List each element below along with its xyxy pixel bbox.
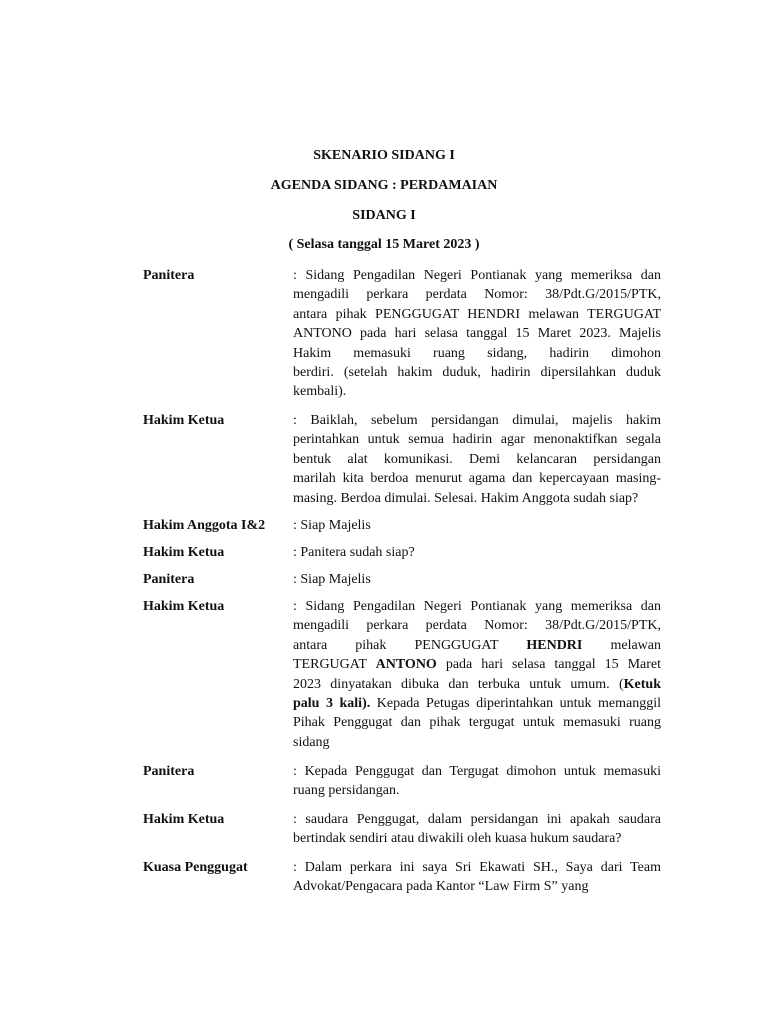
speech-line bbox=[293, 543, 661, 562]
speech-segment: Advokat/Pengacara pada Kantor “Law Firm S” yang bbox=[293, 879, 589, 895]
speaker-label: Hakim Ketua bbox=[143, 599, 225, 614]
speech-line bbox=[293, 781, 661, 800]
speech-segment: : Dalam perkara ini saya Sri Ekawati SH., Saya dari Team bbox=[293, 860, 661, 875]
speech-line bbox=[293, 655, 661, 674]
agenda-heading: AGENDA SIDANG : PERDAMAIAN bbox=[270, 178, 498, 193]
speech-line bbox=[293, 810, 661, 829]
speech-text bbox=[293, 543, 661, 562]
speech-segment: : saudara Penggugat, dalam persidangan ini apakah saudara bbox=[293, 812, 661, 827]
speech-line bbox=[293, 430, 661, 449]
speech-line bbox=[293, 411, 661, 430]
speaker-label: Panitera bbox=[143, 572, 195, 587]
speech-segment: : Panitera sudah siap? bbox=[293, 545, 415, 560]
speech-line bbox=[293, 616, 661, 635]
speech-line bbox=[293, 305, 661, 324]
speech-text bbox=[293, 266, 661, 402]
speech-line bbox=[293, 694, 661, 713]
speech-segment: : Siap Majelis bbox=[293, 518, 371, 533]
speech-segment: antara pihak PENGGUGAT bbox=[293, 637, 527, 653]
speech-segment: bentuk alat komunikasi. Demi kelancaran persidangan bbox=[293, 451, 661, 467]
session-heading: SIDANG I bbox=[352, 208, 416, 223]
speaker-label: Panitera bbox=[143, 268, 195, 283]
speech-text bbox=[293, 762, 661, 801]
speech-line bbox=[293, 324, 661, 343]
speech-text bbox=[293, 810, 661, 849]
speech-line bbox=[293, 363, 661, 382]
speech-segment: TERGUGAT bbox=[293, 657, 376, 673]
speech-segment: ANTONO pada hari selasa tanggal 15 Maret 2023. Majelis bbox=[293, 326, 661, 342]
speech-segment: melawan bbox=[582, 637, 662, 653]
speech-segment: sidang bbox=[293, 734, 330, 750]
speech-segment: : Sidang Pengadilan Negeri Pontianak yang memeriksa dan bbox=[293, 268, 661, 283]
speech-line bbox=[293, 675, 661, 694]
speech-segment: marilah kita berdoa menurut agama dan kepercayaan masing- bbox=[293, 471, 661, 487]
speech-text bbox=[293, 570, 661, 589]
bold-segment: palu 3 kali). bbox=[293, 696, 371, 712]
speaker-label: Kuasa Penggugat bbox=[143, 860, 248, 875]
speech-line bbox=[293, 733, 661, 752]
speaker-label: Hakim Ketua bbox=[143, 413, 225, 428]
speech-segment: Kepada Petugas diperintahkan untuk memanggil bbox=[370, 696, 661, 712]
speech-text bbox=[293, 597, 661, 752]
speech-segment: mengadili perkara perdata Nomor: 38/Pdt.G/2015/PTK, bbox=[293, 287, 661, 303]
speech-segment: antara pihak PENGGUGAT HENDRI melawan TERGUGAT bbox=[293, 306, 661, 322]
speech-segment: : Kepada Penggugat dan Tergugat dimohon untuk memasuki bbox=[293, 764, 661, 779]
speaker-label: Panitera bbox=[143, 764, 195, 779]
speech-line bbox=[293, 762, 661, 781]
speech-line bbox=[293, 713, 661, 732]
speech-segment: kembali). bbox=[293, 384, 347, 400]
bold-segment: HENDRI bbox=[526, 637, 583, 653]
speech-segment: berdiri. (setelah hakim duduk, hadirin dipersilahkan duduk bbox=[293, 365, 661, 381]
speech-segment: perintahkan untuk semua hadirin agar menonaktifkan segala bbox=[293, 432, 661, 448]
speaker-label: Hakim Anggota I&2 bbox=[143, 518, 266, 533]
speech-segment: ruang persidangan. bbox=[293, 783, 400, 799]
speech-line bbox=[293, 829, 661, 848]
speech-segment: pada hari selasa tanggal 15 Maret bbox=[436, 657, 661, 673]
speech-line bbox=[293, 570, 661, 589]
speaker-label: Hakim Ketua bbox=[143, 545, 225, 560]
speech-line bbox=[293, 469, 661, 488]
speech-line bbox=[293, 858, 661, 877]
speech-line bbox=[293, 344, 661, 363]
speech-segment: : Sidang Pengadilan Negeri Pontianak yang memeriksa dan bbox=[293, 599, 661, 614]
document-title: SKENARIO SIDANG I bbox=[313, 148, 455, 163]
speech-line bbox=[293, 489, 661, 508]
speech-segment: mengadili perkara perdata Nomor: 38/Pdt.G/2015/PTK, bbox=[293, 618, 661, 634]
speech-line bbox=[293, 636, 661, 655]
speech-line bbox=[293, 450, 661, 469]
speech-line bbox=[293, 382, 661, 401]
bold-segment: ANTONO bbox=[375, 657, 437, 673]
speech-line bbox=[293, 877, 661, 896]
speech-segment: Hakim memasuki ruang sidang, hadirin dimohon bbox=[293, 345, 661, 361]
speech-line bbox=[293, 597, 661, 616]
speech-segment: : Siap Majelis bbox=[293, 572, 371, 587]
speaker-label: Hakim Ketua bbox=[143, 812, 225, 827]
speech-line bbox=[293, 266, 661, 285]
speech-segment: masing. Berdoa dimulai. Selesai. Hakim Anggota sudah siap? bbox=[293, 490, 639, 506]
speech-segment: 2023 dinyatakan dibuka dan terbuka untuk umum. ( bbox=[293, 676, 624, 692]
speech-segment: : Baiklah, sebelum persidangan dimulai, majelis hakim bbox=[293, 413, 661, 428]
speech-line bbox=[293, 516, 661, 535]
speech-segment: Pihak Penggugat dan pihak tergugat untuk memasuki ruang bbox=[293, 715, 661, 731]
speech-segment: bertindak sendiri atau diwakili oleh kuasa hukum saudara? bbox=[293, 831, 622, 847]
bold-segment: Ketuk bbox=[623, 676, 661, 692]
speech-text bbox=[293, 858, 661, 897]
speech-line bbox=[293, 285, 661, 304]
speech-text bbox=[293, 411, 661, 508]
session-date: ( Selasa tanggal 15 Maret 2023 ) bbox=[288, 237, 480, 252]
speech-text bbox=[293, 516, 661, 535]
